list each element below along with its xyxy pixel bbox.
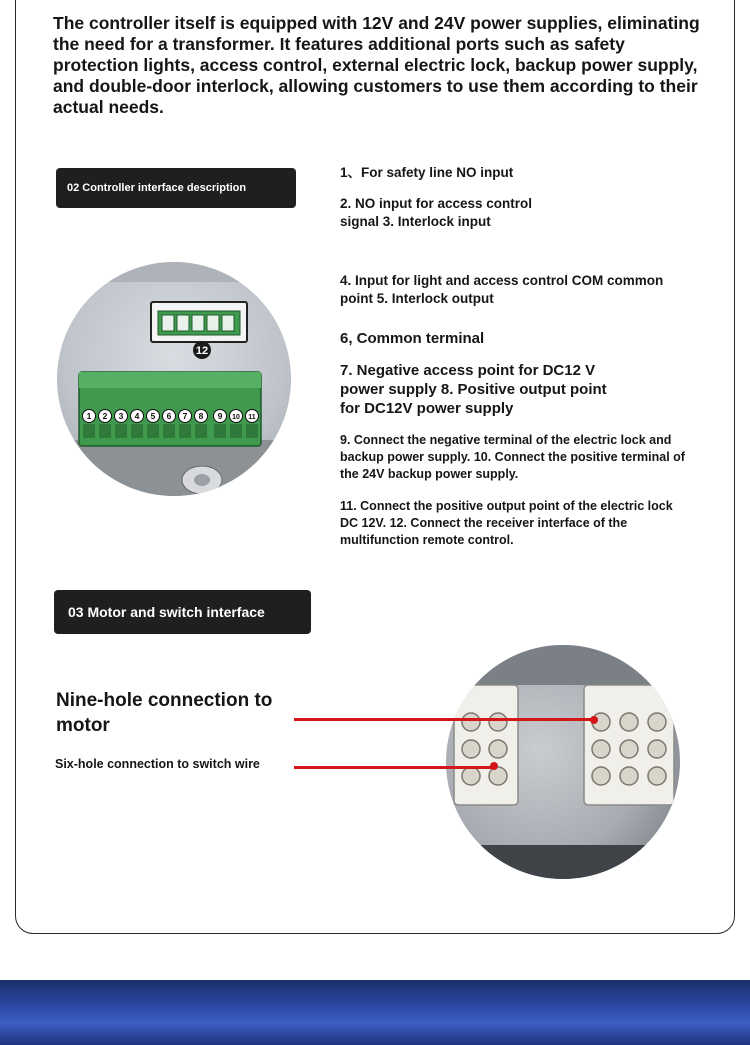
section-02-title: 02 Controller interface description xyxy=(67,182,247,194)
terminal-number: 8 xyxy=(198,411,204,421)
nine-hole-connector xyxy=(584,685,674,805)
controller-terminal-illustration xyxy=(57,262,291,496)
section-03-badge xyxy=(54,590,311,634)
nine-hole-pointer-line xyxy=(294,718,594,721)
interface-item-7: 11. Connect the positive output point of the electric lock DC 12V. 12. Connect the receiver interface of the multifunction remote control. xyxy=(340,499,673,547)
intro-paragraph: The controller itself is equipped with 12V and 24V power supplies, eliminating the need for a transformer. It features additional ports such as safety protection lights, access control, external electric lock, backup power supply, and double-door interlock, allowing customers to use them according to their actual needs. xyxy=(53,13,700,117)
six-hole-label: Six-hole connection to switch wire xyxy=(55,757,260,771)
interface-item-2: 2. NO input for access control signal 3. Interlock input xyxy=(340,196,533,229)
terminal-number: 4 xyxy=(134,411,140,421)
interface-item-5: 7. Negative access point for DC12 V power supply 8. Positive output point for DC12V power supply xyxy=(340,362,607,417)
section-03-title: 03 Motor and switch interface xyxy=(68,604,265,620)
section-02-badge xyxy=(56,168,296,208)
interface-item-3: 4. Input for light and access control COM common point 5. Interlock output xyxy=(340,273,664,306)
remote-receiver-connector xyxy=(151,302,247,342)
footer-band xyxy=(0,980,750,1045)
terminal-block xyxy=(79,372,261,446)
terminal-number: 5 xyxy=(150,411,156,421)
interface-item-4: 6, Common terminal xyxy=(340,330,485,347)
terminal-number: 9 xyxy=(217,411,223,421)
connector-number-label: 12 xyxy=(195,345,209,357)
six-hole-connector xyxy=(454,685,518,805)
motor-connector-photo xyxy=(446,645,680,879)
terminal-number: 2 xyxy=(102,411,108,421)
terminal-number: 6 xyxy=(166,411,172,421)
interface-item-1: 1、For safety line NO input xyxy=(340,165,514,180)
controller-terminal-photo xyxy=(57,262,291,496)
motor-connector-illustration xyxy=(446,645,680,879)
terminal-number: 11 xyxy=(248,414,256,421)
terminal-number: 1 xyxy=(86,411,92,421)
six-hole-pointer-line xyxy=(294,766,494,769)
terminal-number: 7 xyxy=(182,411,188,421)
interface-item-6: 9. Connect the negative terminal of the electric lock and backup power supply. 10. Connect the positive terminal of the 24V backup power supply. xyxy=(340,433,685,481)
terminal-number: 3 xyxy=(118,411,124,421)
terminal-number: 10 xyxy=(232,414,240,421)
nine-hole-label: Nine-hole connection to motor xyxy=(56,690,273,736)
